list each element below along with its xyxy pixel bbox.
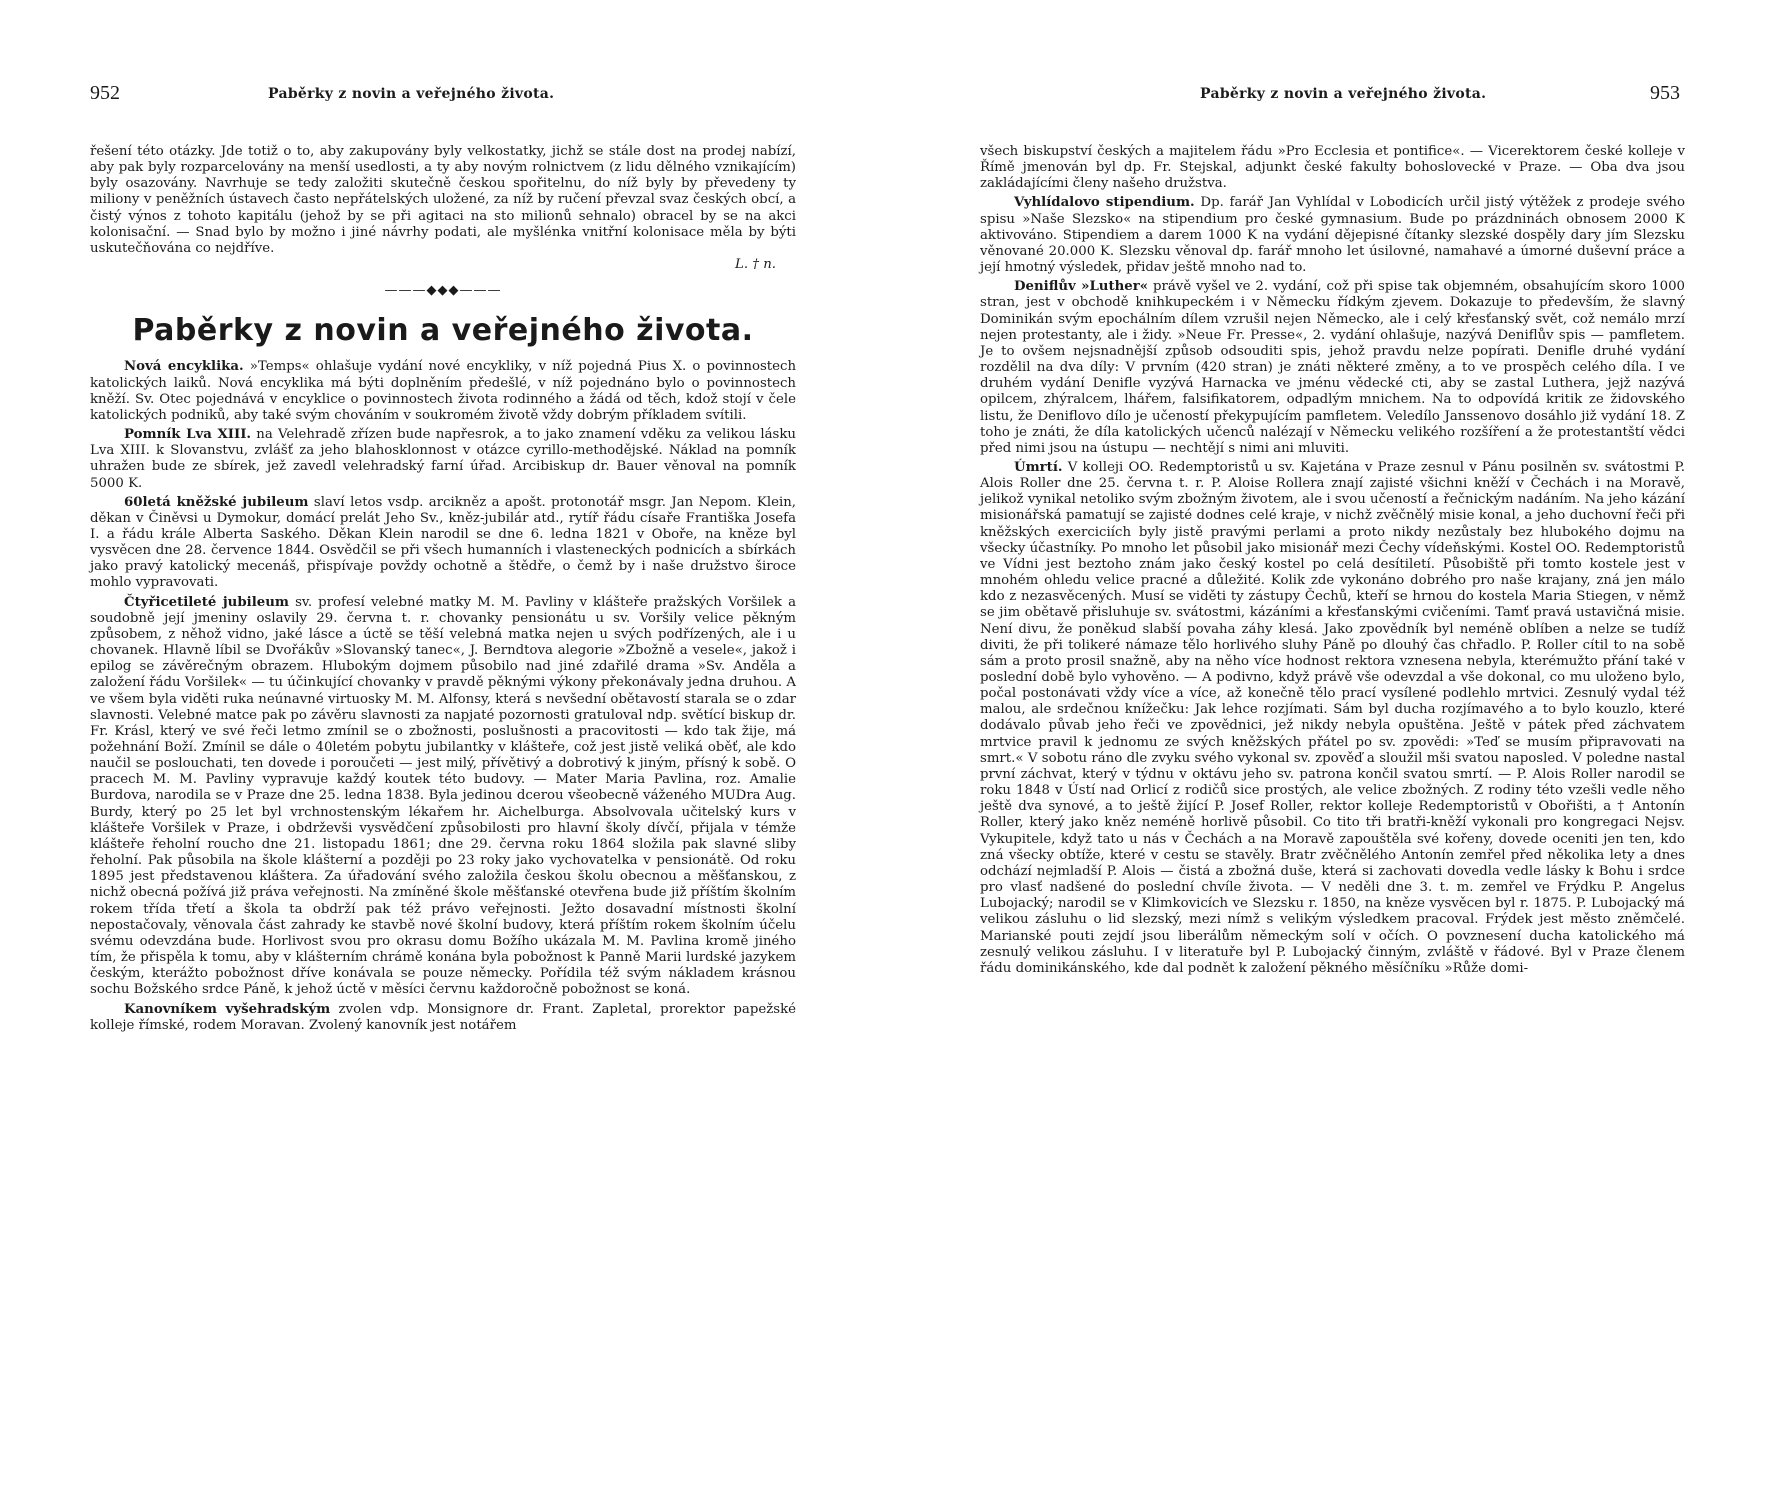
news-item bbox=[90, 359, 796, 424]
item-heading: Nová encyklika. bbox=[124, 359, 244, 375]
news-item bbox=[980, 279, 1685, 457]
item-text: na Velehradě zřízen bude napřesrok, a to jako znamení vděku za velikou lásku Lva XIII. k Slovanstvu, zvlášť za jeho blahosklonnost v otázce cyrillo-methodějské. Náklad na pomník uhražen bude ze sbírek, jež zavedl velehradský farní úřad. Arcibiskup dr. Bauer věnoval na pomník 5000 K. bbox=[90, 427, 796, 491]
item-text: sv. profesí velebné matky M. M. Pavliny v klášteře pražských Voršilek a soudobně její jmeniny oslavily 29. června t. r. chovanky pensionátu u sv. Voršily velice pěkným způsobem, z něhož vidno, jaké lásce a úctě se těší velebná matka nejen u svých podřízených, ale i u chovanek. Hlavně líbil se Dvořákův »Slovanský tanec«, J. Berndtova alegorie »Zbožně a vesele«, jakož i epilog se závěrečným obrazem. Hlubokým dojmem působilo nad jiné zdařilé drama »Sv. Anděla a založení řádu Voršilek« — tu účinkující chovanky v pravdě pěknými výkony překonávaly jedna druhou. A ve všem byla viděti ruka neúnavné virtuosky M. M. Alfonsy, která s nevšední obětavostí starala se o zdar slavnosti. Velebné matce pak po závěru slavnosti za napjaté pozornosti gratuloval ndp. světící biskup dr. Fr. Krásl, který ve své řeči letmo zmínil se o zbožnosti, poslušnosti a pracovitosti — kdo tak žije, má požehnání Boží. Zmínil se dále o 40letém pobytu jubilantky v klášteře, což jest jistě veliká oběť, ale kdo naučil se poslouchati, ten dovede i poroučeti — jest milý, přívětivý a dobrotivý k jiným, přísný k sobě. O pracech M. M. Pavliny vypravuje každý koutek této budovy. — Mater Maria Pavlina, roz. Amalie Burdova, narodila se v Praze dne 25. ledna 1838. Byla jedinou dcerou všeobecně váženého MUDra Aug. Burdy, který po 25 let byl vrchnostenským lékařem hr. Aichelburga. Absolvovala učitelský kurs v klášteře Voršilek v Praze, i obdrževši vysvědčení způsobilosti pro hlavní školy dívčí, přijala v témže klášteře řeholní roucho dne 21. listopadu 1861; dne 29. června roku 1864 složila pak slavné sliby řeholní. Pak působila na škole klášterní a později po 23 roky jako vychovatelka v pensionátě. Od roku 1895 jest představenou kláštera. Za úřadování svého založila českou školu obecnou a měšťanskou, z nichž obecná požívá již práva veřejnosti. Na zmíněné škole měšťanské otevřena bude již příštím školním rokem třída třetí a škola ta obdrží pak též právo veřejnosti. Ježto dosavadní místnosti školní nepostačovaly, věnovala část zahrady ke stavbě nové školní budovy, která příštím rokem školním účelu svému odevzdána bude. Horlivost svou pro okrasu domu Božího ukázala M. M. Pavlina kromě jiného tím, že přispěla k tomu, aby v klášterním chrámě konána byla pobožnost k Panně Marii lurdské jazykem českým, kterážto pobožnost dříve konávala se pouze německy. Pořídila též svým nákladem krásnou sochu Božského srdce Páně, k jehož úctě v měsíci červnu každoročně pobožnost se koná. bbox=[90, 594, 796, 998]
running-title: Paběrky z novin a veřejného života. bbox=[268, 86, 555, 102]
news-item bbox=[90, 427, 796, 492]
running-head bbox=[990, 82, 1710, 110]
page-number: 952 bbox=[90, 82, 120, 104]
item-heading: Kanovníkem vyšehradským bbox=[124, 1001, 331, 1017]
item-heading: Deniflův »Luther« bbox=[1014, 279, 1149, 295]
news-item bbox=[90, 595, 796, 999]
page-number: 953 bbox=[1650, 82, 1680, 104]
item-text: zvolen vdp. Monsignore dr. Frant. Zapletal, prorektor papežské kolleje římské, rodem Moravan. Zvolený kanovník jest notářem bbox=[90, 1001, 796, 1033]
item-text: Dp. farář Jan Vyhlídal v Lobodicích určil jistý výtěžek z prodeje svého spisu »Naše Slezsko« na stipendium pro české gymnasium. Bude po prázdninách obnosem 2000 K aktivováno. Stipendiem a darem 1000 K na vydání dějepisné čítanky slezské dospěly dary jím Slezsku věnované 20.000 K. Slezsku věnoval dp. farář mnoho let úsilovné, namahavé a úmorné duševní práce a její hmotný výsledek, přidav ještě mnoho nad to. bbox=[980, 195, 1685, 276]
section-title: Paběrky z novin a veřejného života. bbox=[132, 313, 754, 349]
intro-paragraph: všech biskupství českých a majitelem řádu »Pro Ecclesia et pontifice«. — Vicerektorem české kolleje v Římě jmenován byl dp. Fr. Stejskal, adjunkt české fakulty bohoslovecké v Praze. — Oba dva jsou zakládajícími členy našeho družstva. bbox=[980, 144, 1685, 192]
right-page bbox=[980, 0, 1710, 1501]
item-heading: Čtyřicetileté jubileum bbox=[124, 594, 289, 610]
page-body bbox=[980, 144, 1685, 977]
item-heading: Vyhlídalovo stipendium. bbox=[1014, 195, 1195, 211]
item-heading: Úmrtí. bbox=[1014, 459, 1063, 475]
item-heading: Pomník Lva XIII. bbox=[124, 427, 252, 443]
page-body bbox=[90, 144, 796, 1034]
item-text: V kolleji OO. Redemptoristů u sv. Kajetána v Praze zesnul v Pánu posilněn sv. svátostmi P. Alois Roller dne 25. června t. r. P. Aloise Rollera znají zajisté všichni kněží v Čechách i na Moravě, jelikož vynikal netoliko svým zbožným životem, ale i svou učeností a řečnickým nadáním. Na jeho kázání misionářská pamatují se zajisté dodnes celé kraje, v nichž zvěčnělý misie konal, a jeho duchovní řeči při kněžských exerciciích byly jistě pravými perlami a proto nikdy nezůstaly bez hlubokého dojmu na všecky účastníky. Po mnoho let působil jako misionář mezi Čechy vídeňskými. Kostel OO. Redemptoristů ve Vídni jest beztoho znám jako český kostel po celá desítiletí. Působiště při tomto kostele jest v mnohém ohledu velice pracné a důležité. Kolik zde vykonáno dobrého pro naše krajany, zná jen málo kdo z nezasvěcených. Musí se viděti ty zástupy Čechů, kteří se hrnou do kostela Maria Stiegen, v němž se jim obětavě přisluhuje sv. svátostmi, kázáními a křesťanskými cvičeními. Tamť pravá ustavičná misie. Není divu, že poněkud slabší povaha záhy klesá. Jako zpovědník byl neméně oblíben a nelze se tudíž diviti, že při tolikeré námaze tělo horlivého sluhy Páně po dlouhý čas chřadlo. P. Roller cítil to na sobě sám a proto prosil snažně, aby na něho více hodnost rektora vznesena nebyla, kterémužto přání také v poslední době bylo vyhověno. — A podivno, když právě vše odevzdal a vše dokonal, co mu uloženo bylo, počal postonávati vždy více a více, až konečně tělo prací vysílené podlehlo mrtvici. Zesnulý vydal též malou, ale srdečnou knížečku: Jak lehce rozjímati. Sám byl ducha rozjímavého a to bylo kouzlo, které dodávalo půvab jeho řeči ve zpovědnici, jež nikdy nebyla opuštěna. Ještě v pátek před záchvatem mrtvice pravil k jednomu ze svých kněžských přátel po sv. zpovědi: »Teď se musím připravovati na smrt.« V sobotu ráno dle zvyku svého vykonal sv. zpověď a sloužil mši svatou naposled. V poledne nastal první záchvat, který v týdnu v oktávu jeho sv. patrona končil svatou smrtí. — P. Alois Roller narodil se roku 1848 v Ústí nad Orlicí z rodičů sice prostých, ale velice zbožných. Z rodiny této vzešli vedle něho ještě dva synové, a to ještě žijící P. Josef Roller, rektor kolleje Redemptoristů v Obořišti, a † Antonín Roller, který jako kněz neméně horlivě působil. Co tito tři bratři-kněží vykonali pro kongregaci Nejsv. Vykupitele, když tato u nás v Čechách a na Moravě zapouštěla své kořeny, dovede oceniti jen ten, kdo zná všecky obtíže, které v cestu se stavěly. Bratr zvěčnělého Antonín zemřel před několika lety a dnes odchází nejmladší P. Alois — čistá a zbožná duše, která si zachovati dovedla vedle lásky k Bohu i srdce pro vlasť nadšené do poslední chvíle života. — V neděli dne 3. t. m. zemřel ve Frýdku P. Angelus Lubojacký; narodil se v Klimkovicích ve Slezsku r. 1850, na kněze vysvěcen byl r. 1875. P. Lubojacký má velikou zásluhu o lid slezský, mezi nímž s velikým výsledkem pracoval. Frýdek jest město zněmčelé. Marianské pouti zejdí jsou liberálům německým solí v očích. O povznesení ducha katolického má zesnulý velikou zásluhu. I v literatuře byl P. Lubojacký činným, zvláště v řádové. Byl v Praze členem řádu dominikánského, kde dal podnět k založení pěkného měsíčníku »Růže domi- bbox=[980, 459, 1686, 976]
item-text: slaví letos vsdp. arcikněz a apošt. protonotář msgr. Jan Nepom. Klein, děkan v Činěvsi u Dymokur, domácí prelát Jeho Sv., kněz-jubilár atd., rytíř řádu císaře Františka Josefa I. a řádu krále Alberta Saského. Děkan Klein narodil se dne 6. ledna 1821 v Oboře, na kněze byl vysvěcen dne 28. července 1844. Osvědčil se při všech humanních i vlasteneckých podnicích a sbírkách jako pravý katolický mecenáš, přispívaje povždy ochotně a štědře, o čemž by i naše družstvo široce mohlo vypravovati. bbox=[90, 494, 796, 591]
running-title: Paběrky z novin a veřejného života. bbox=[1200, 86, 1487, 102]
section-divider: ———◆◆◆——— bbox=[384, 283, 502, 299]
item-heading: 60letá kněžské jubileum bbox=[124, 494, 309, 510]
item-text: »Temps« ohlašuje vydání nové encykliky, v níž pojedná Pius X. o povinnostech katolických laiků. Nová encyklika má býti doplněním předešlé, v níž pojednáno bylo o povinnostech kněží. Sv. Otec pojednává v encyklice o povinnostech života rodinného a žádá od těch, kdož stojí v čele katolických podniků, aby také svým chováním v soukromém životě vždy dobrým příkladem svítili. bbox=[90, 359, 797, 423]
running-head bbox=[90, 82, 810, 110]
intro-paragraph: řešení této otázky. Jde totiž o to, aby zakupovány byly velkostatky, jichž se stále dost na prodej nabízí, aby pak byly rozparcelovány na menší usedlosti, a ty aby novým rolnictvem (z lidu dělného vznikajícím) byly osazovány. Navrhuje se tedy založiti skutečně českou spořitelnu, do níž byly by převedeny ty miliony v peněžních ústavech často nepřátelských uložené, za níž by ručení převzal svaz českých obcí, a čistý výnos z tohoto kapitálu (jehož by se při agitaci na sto milionů sehnalo) obracel by se na akci kolonisační. — Snad bylo by možno i jiné návrhy podati, ale myšlénka vnitřní kolonisace měla by býti uskutečňována co nejdříve. bbox=[90, 144, 796, 256]
left-page bbox=[90, 0, 810, 1501]
news-item bbox=[90, 1002, 796, 1034]
news-item bbox=[980, 195, 1685, 276]
signature: L. † n. bbox=[735, 257, 776, 273]
news-item bbox=[980, 460, 1685, 977]
news-item bbox=[90, 495, 796, 592]
item-text: právě vyšel ve 2. vydání, což při spise tak objemném, obsahujícím skoro 1000 stran, jest v obchodě knihkupeckém i v Německu řídkým zjevem. Dokazuje to především, že slavný Dominikán svým epochálním dílem vzrušil nejen Německo, ale i celý křesťanský svět, což nemálo mrzí nejen protestanty, ale i židy. »Neue Fr. Presse«, 2. vydání ohlašuje, nazývá Deniflův spis — pamfletem. Je to ovšem nejsnadnější způsob odsouditi spis, jehož pravdu nelze popírati. Denifle druhé vydání rozdělil na dva díly: V prvním (420 stran) je znáti některé změny, a to ve prospěch celého díla. I ve druhém vydání Denifle vyzývá Harnacka ve jménu vědecké cti, aby se zastal Luthera, jejž nazývá opilcem, zhýralcem, lhářem, falsifikatorem, odpadlým mnichem. Na to odpovídá kritik ze židovského listu, že Deniflovo dílo je učeností překypujícím pamfletem. Veledílo Janssenovo dosáhlo již vydání 18. Z toho je znáti, že díla katolických učenců nalézají v Německu velikého rozšíření a že protestantští vědci před nimi jsou na ústupu — nechtějí s nimi ani mluviti. bbox=[980, 279, 1685, 456]
